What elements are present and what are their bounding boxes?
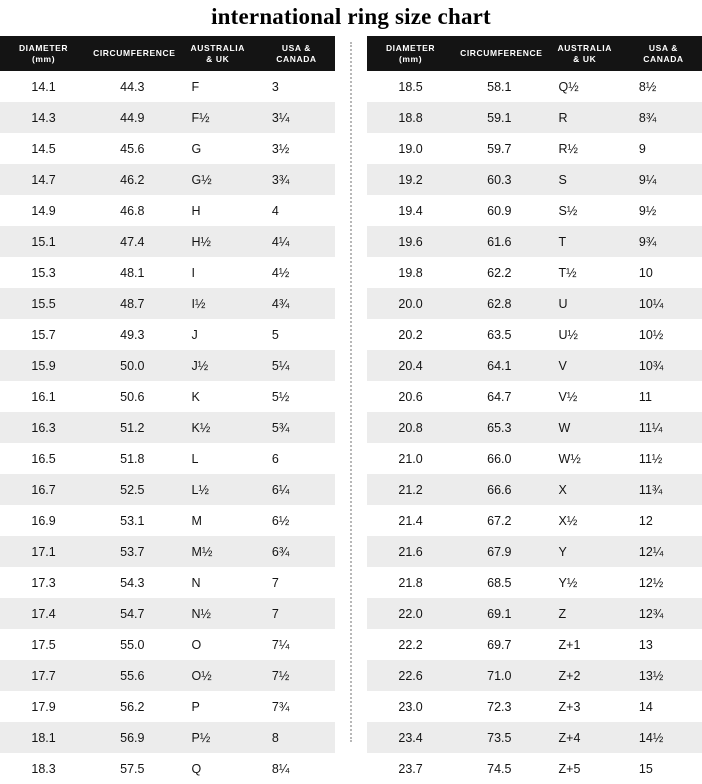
table-row — [367, 722, 702, 753]
table-row — [367, 288, 702, 319]
table-row — [0, 691, 335, 722]
column-header-diameter-line2: (mm) — [398, 53, 423, 64]
ring-size-chart-page — [0, 4, 702, 776]
cell-australia-uk: I — [178, 257, 258, 288]
cell-australia-uk: M — [178, 505, 258, 536]
table-row — [367, 629, 702, 660]
cell-usa-canada: 15 — [625, 753, 702, 784]
cell-diameter: 20.2 — [367, 319, 454, 350]
cell-diameter: 22.0 — [367, 598, 454, 629]
cell-australia-uk: Z+2 — [545, 660, 625, 691]
cell-australia-uk: W — [545, 412, 625, 443]
cell-diameter: 23.7 — [367, 753, 454, 784]
cell-diameter: 15.9 — [0, 350, 87, 381]
cell-usa-canada: 10½ — [625, 319, 702, 350]
column-header-australia-uk-line2: & UK — [206, 53, 230, 64]
cell-diameter: 18.3 — [0, 753, 87, 784]
table-row — [0, 164, 335, 195]
column-header-australia-uk — [178, 36, 258, 71]
cell-diameter: 20.6 — [367, 381, 454, 412]
table-row — [0, 102, 335, 133]
cell-diameter: 21.6 — [367, 536, 454, 567]
cell-diameter: 17.4 — [0, 598, 87, 629]
column-header-australia-uk-line1: AUSTRALIA — [190, 43, 245, 53]
cell-circumference: 67.9 — [454, 536, 544, 567]
cell-circumference: 59.1 — [454, 102, 544, 133]
cell-australia-uk: J — [178, 319, 258, 350]
header-row — [367, 36, 702, 71]
cell-usa-canada: 6 — [258, 443, 335, 474]
cell-circumference: 48.7 — [87, 288, 177, 319]
cell-australia-uk: X — [545, 474, 625, 505]
cell-usa-canada: 9 — [625, 133, 702, 164]
cell-diameter: 14.3 — [0, 102, 87, 133]
column-header-circumference — [87, 36, 177, 71]
cell-diameter: 15.5 — [0, 288, 87, 319]
cell-diameter: 21.2 — [367, 474, 454, 505]
column-header-diameter-line2: (mm) — [31, 53, 56, 64]
cell-circumference: 74.5 — [454, 753, 544, 784]
cell-diameter: 16.5 — [0, 443, 87, 474]
column-header-usa-canada — [625, 36, 702, 71]
cell-circumference: 44.3 — [87, 71, 177, 102]
column-header-usa-canada-line2: CANADA — [643, 53, 684, 64]
cell-australia-uk: Z+5 — [545, 753, 625, 784]
cell-usa-canada: 9¾ — [625, 226, 702, 257]
cell-australia-uk: F — [178, 71, 258, 102]
cell-circumference: 63.5 — [454, 319, 544, 350]
table-row — [367, 505, 702, 536]
cell-circumference: 69.1 — [454, 598, 544, 629]
cell-circumference: 46.2 — [87, 164, 177, 195]
cell-diameter: 18.1 — [0, 722, 87, 753]
cell-australia-uk: N½ — [178, 598, 258, 629]
cell-diameter: 20.0 — [367, 288, 454, 319]
cell-usa-canada: 4¾ — [258, 288, 335, 319]
table-row — [0, 381, 335, 412]
table-row — [0, 257, 335, 288]
cell-circumference: 53.1 — [87, 505, 177, 536]
cell-australia-uk: L — [178, 443, 258, 474]
ring-size-table-left — [0, 36, 335, 784]
table-row — [367, 474, 702, 505]
tables-container — [0, 36, 702, 784]
table-body-right — [367, 71, 702, 784]
table-row — [0, 567, 335, 598]
cell-circumference: 65.3 — [454, 412, 544, 443]
cell-usa-canada: 9½ — [625, 195, 702, 226]
cell-circumference: 50.6 — [87, 381, 177, 412]
cell-australia-uk: K — [178, 381, 258, 412]
column-header-diameter — [0, 36, 87, 71]
table-header-left — [0, 36, 335, 71]
cell-diameter: 15.1 — [0, 226, 87, 257]
cell-usa-canada: 14 — [625, 691, 702, 722]
table-row — [0, 412, 335, 443]
table-row — [0, 722, 335, 753]
cell-usa-canada: 11 — [625, 381, 702, 412]
column-header-australia-uk-line2: & UK — [573, 53, 597, 64]
cell-australia-uk: M½ — [178, 536, 258, 567]
cell-circumference: 50.0 — [87, 350, 177, 381]
column-header-australia-uk-line1: AUSTRALIA — [557, 43, 612, 53]
ring-size-table-right — [367, 36, 702, 784]
cell-australia-uk: S — [545, 164, 625, 195]
cell-usa-canada: 10 — [625, 257, 702, 288]
column-header-diameter-line1: DIAMETER — [385, 43, 436, 53]
cell-diameter: 16.3 — [0, 412, 87, 443]
table-row — [367, 71, 702, 102]
cell-diameter: 19.2 — [367, 164, 454, 195]
header-row — [0, 36, 335, 71]
cell-australia-uk: V½ — [545, 381, 625, 412]
cell-usa-canada: 10¼ — [625, 288, 702, 319]
cell-usa-canada: 5 — [258, 319, 335, 350]
cell-circumference: 60.3 — [454, 164, 544, 195]
cell-circumference: 56.9 — [87, 722, 177, 753]
left-table-wrap — [0, 36, 335, 784]
table-row — [367, 350, 702, 381]
cell-usa-canada: 12 — [625, 505, 702, 536]
cell-usa-canada: 6¼ — [258, 474, 335, 505]
cell-circumference: 53.7 — [87, 536, 177, 567]
cell-australia-uk: O — [178, 629, 258, 660]
cell-diameter: 18.5 — [367, 71, 454, 102]
table-row — [367, 412, 702, 443]
cell-australia-uk: S½ — [545, 195, 625, 226]
cell-circumference: 61.6 — [454, 226, 544, 257]
cell-australia-uk: O½ — [178, 660, 258, 691]
table-row — [367, 567, 702, 598]
column-header-circumference — [454, 36, 544, 71]
cell-diameter: 23.0 — [367, 691, 454, 722]
cell-circumference: 73.5 — [454, 722, 544, 753]
cell-australia-uk: I½ — [178, 288, 258, 319]
cell-usa-canada: 7 — [258, 567, 335, 598]
cell-circumference: 71.0 — [454, 660, 544, 691]
cell-circumference: 66.6 — [454, 474, 544, 505]
table-row — [367, 195, 702, 226]
cell-usa-canada: 12¼ — [625, 536, 702, 567]
cell-circumference: 46.8 — [87, 195, 177, 226]
cell-circumference: 57.5 — [87, 753, 177, 784]
cell-circumference: 62.2 — [454, 257, 544, 288]
cell-circumference: 64.7 — [454, 381, 544, 412]
right-table-wrap — [367, 36, 702, 784]
cell-diameter: 18.8 — [367, 102, 454, 133]
table-row — [367, 164, 702, 195]
cell-usa-canada: 11½ — [625, 443, 702, 474]
table-row — [0, 660, 335, 691]
column-header-circumference-line1: CIRCUMFERENCE — [93, 48, 176, 59]
cell-usa-canada: 4 — [258, 195, 335, 226]
cell-diameter: 21.0 — [367, 443, 454, 474]
cell-diameter: 21.8 — [367, 567, 454, 598]
cell-circumference: 64.1 — [454, 350, 544, 381]
table-row — [0, 753, 335, 784]
cell-diameter: 19.4 — [367, 195, 454, 226]
cell-diameter: 17.1 — [0, 536, 87, 567]
cell-circumference: 55.6 — [87, 660, 177, 691]
cell-diameter: 16.1 — [0, 381, 87, 412]
table-row — [0, 629, 335, 660]
cell-usa-canada: 5½ — [258, 381, 335, 412]
cell-diameter: 14.9 — [0, 195, 87, 226]
cell-diameter: 19.0 — [367, 133, 454, 164]
cell-circumference: 51.2 — [87, 412, 177, 443]
cell-australia-uk: V — [545, 350, 625, 381]
cell-usa-canada: 3¾ — [258, 164, 335, 195]
page-title: international ring size chart — [211, 4, 491, 29]
cell-usa-canada: 14½ — [625, 722, 702, 753]
cell-usa-canada: 5¼ — [258, 350, 335, 381]
cell-australia-uk: Z+1 — [545, 629, 625, 660]
cell-diameter: 14.5 — [0, 133, 87, 164]
table-row — [0, 443, 335, 474]
cell-usa-canada: 12½ — [625, 567, 702, 598]
table-row — [367, 691, 702, 722]
table-header-right — [367, 36, 702, 71]
cell-australia-uk: X½ — [545, 505, 625, 536]
cell-usa-canada: 8 — [258, 722, 335, 753]
cell-usa-canada: 7¼ — [258, 629, 335, 660]
cell-diameter: 20.4 — [367, 350, 454, 381]
cell-australia-uk: L½ — [178, 474, 258, 505]
cell-usa-canada: 3½ — [258, 133, 335, 164]
table-row — [0, 505, 335, 536]
column-header-usa-canada-line1: USA & — [281, 43, 312, 53]
cell-australia-uk: Z+4 — [545, 722, 625, 753]
cell-australia-uk: R½ — [545, 133, 625, 164]
cell-circumference: 54.3 — [87, 567, 177, 598]
cell-australia-uk: G — [178, 133, 258, 164]
column-header-diameter — [367, 36, 454, 71]
cell-usa-canada: 3¼ — [258, 102, 335, 133]
cell-usa-canada: 6¾ — [258, 536, 335, 567]
cell-australia-uk: Q — [178, 753, 258, 784]
column-header-usa-canada — [258, 36, 335, 71]
table-row — [367, 319, 702, 350]
cell-circumference: 44.9 — [87, 102, 177, 133]
table-row — [0, 474, 335, 505]
table-row — [367, 598, 702, 629]
cell-usa-canada: 11¾ — [625, 474, 702, 505]
table-row — [367, 226, 702, 257]
cell-circumference: 59.7 — [454, 133, 544, 164]
table-row — [367, 536, 702, 567]
cell-australia-uk: N — [178, 567, 258, 598]
cell-usa-canada: 12¾ — [625, 598, 702, 629]
cell-diameter: 17.5 — [0, 629, 87, 660]
cell-circumference: 68.5 — [454, 567, 544, 598]
cell-usa-canada: 7¾ — [258, 691, 335, 722]
table-row — [0, 71, 335, 102]
cell-australia-uk: G½ — [178, 164, 258, 195]
table-row — [367, 660, 702, 691]
vertical-dotted-divider — [335, 36, 367, 784]
cell-circumference: 67.2 — [454, 505, 544, 536]
cell-circumference: 45.6 — [87, 133, 177, 164]
cell-circumference: 69.7 — [454, 629, 544, 660]
cell-australia-uk: Z — [545, 598, 625, 629]
cell-diameter: 19.6 — [367, 226, 454, 257]
column-header-circumference-line1: CIRCUMFERENCE — [460, 48, 543, 59]
cell-usa-canada: 8¾ — [625, 102, 702, 133]
cell-diameter: 22.6 — [367, 660, 454, 691]
cell-circumference: 58.1 — [454, 71, 544, 102]
cell-circumference: 52.5 — [87, 474, 177, 505]
cell-circumference: 72.3 — [454, 691, 544, 722]
cell-diameter: 14.1 — [0, 71, 87, 102]
cell-australia-uk: W½ — [545, 443, 625, 474]
cell-diameter: 22.2 — [367, 629, 454, 660]
cell-usa-canada: 3 — [258, 71, 335, 102]
cell-australia-uk: K½ — [178, 412, 258, 443]
cell-usa-canada: 13½ — [625, 660, 702, 691]
cell-usa-canada: 13 — [625, 629, 702, 660]
cell-usa-canada: 11¼ — [625, 412, 702, 443]
cell-australia-uk: Q½ — [545, 71, 625, 102]
table-row — [0, 133, 335, 164]
cell-diameter: 16.9 — [0, 505, 87, 536]
cell-australia-uk: P½ — [178, 722, 258, 753]
cell-diameter: 21.4 — [367, 505, 454, 536]
cell-australia-uk: Z+3 — [545, 691, 625, 722]
table-row — [367, 753, 702, 784]
table-row — [367, 381, 702, 412]
cell-usa-canada: 7 — [258, 598, 335, 629]
table-row — [367, 102, 702, 133]
cell-australia-uk: J½ — [178, 350, 258, 381]
cell-australia-uk: R — [545, 102, 625, 133]
column-header-diameter-line1: DIAMETER — [18, 43, 69, 53]
cell-australia-uk: P — [178, 691, 258, 722]
table-row — [0, 319, 335, 350]
cell-australia-uk: F½ — [178, 102, 258, 133]
table-row — [367, 257, 702, 288]
cell-diameter: 20.8 — [367, 412, 454, 443]
cell-australia-uk: U½ — [545, 319, 625, 350]
cell-australia-uk: T½ — [545, 257, 625, 288]
cell-circumference: 51.8 — [87, 443, 177, 474]
cell-usa-canada: 4½ — [258, 257, 335, 288]
cell-diameter: 17.3 — [0, 567, 87, 598]
table-row — [0, 195, 335, 226]
table-body-left — [0, 71, 335, 784]
cell-diameter: 17.9 — [0, 691, 87, 722]
cell-usa-canada: 8¼ — [258, 753, 335, 784]
cell-circumference: 55.0 — [87, 629, 177, 660]
cell-usa-canada: 6½ — [258, 505, 335, 536]
table-row — [367, 133, 702, 164]
cell-diameter: 14.7 — [0, 164, 87, 195]
table-row — [0, 598, 335, 629]
cell-circumference: 48.1 — [87, 257, 177, 288]
column-header-australia-uk — [545, 36, 625, 71]
cell-australia-uk: Y — [545, 536, 625, 567]
cell-australia-uk: H½ — [178, 226, 258, 257]
cell-australia-uk: U — [545, 288, 625, 319]
cell-circumference: 54.7 — [87, 598, 177, 629]
cell-australia-uk: T — [545, 226, 625, 257]
cell-diameter: 19.8 — [367, 257, 454, 288]
cell-circumference: 49.3 — [87, 319, 177, 350]
cell-circumference: 56.2 — [87, 691, 177, 722]
cell-diameter: 17.7 — [0, 660, 87, 691]
cell-circumference: 62.8 — [454, 288, 544, 319]
cell-usa-canada: 5¾ — [258, 412, 335, 443]
cell-australia-uk: H — [178, 195, 258, 226]
cell-diameter: 16.7 — [0, 474, 87, 505]
column-header-usa-canada-line1: USA & — [648, 43, 679, 53]
cell-circumference: 60.9 — [454, 195, 544, 226]
table-row — [367, 443, 702, 474]
cell-circumference: 66.0 — [454, 443, 544, 474]
cell-diameter: 23.4 — [367, 722, 454, 753]
table-row — [0, 536, 335, 567]
cell-usa-canada: 4¼ — [258, 226, 335, 257]
table-row — [0, 350, 335, 381]
cell-usa-canada: 10¾ — [625, 350, 702, 381]
cell-australia-uk: Y½ — [545, 567, 625, 598]
cell-diameter: 15.7 — [0, 319, 87, 350]
table-row — [0, 226, 335, 257]
cell-usa-canada: 9¼ — [625, 164, 702, 195]
cell-usa-canada: 8½ — [625, 71, 702, 102]
divider-line — [350, 42, 352, 742]
table-row — [0, 288, 335, 319]
cell-diameter: 15.3 — [0, 257, 87, 288]
column-header-usa-canada-line2: CANADA — [276, 53, 317, 64]
cell-circumference: 47.4 — [87, 226, 177, 257]
cell-usa-canada: 7½ — [258, 660, 335, 691]
